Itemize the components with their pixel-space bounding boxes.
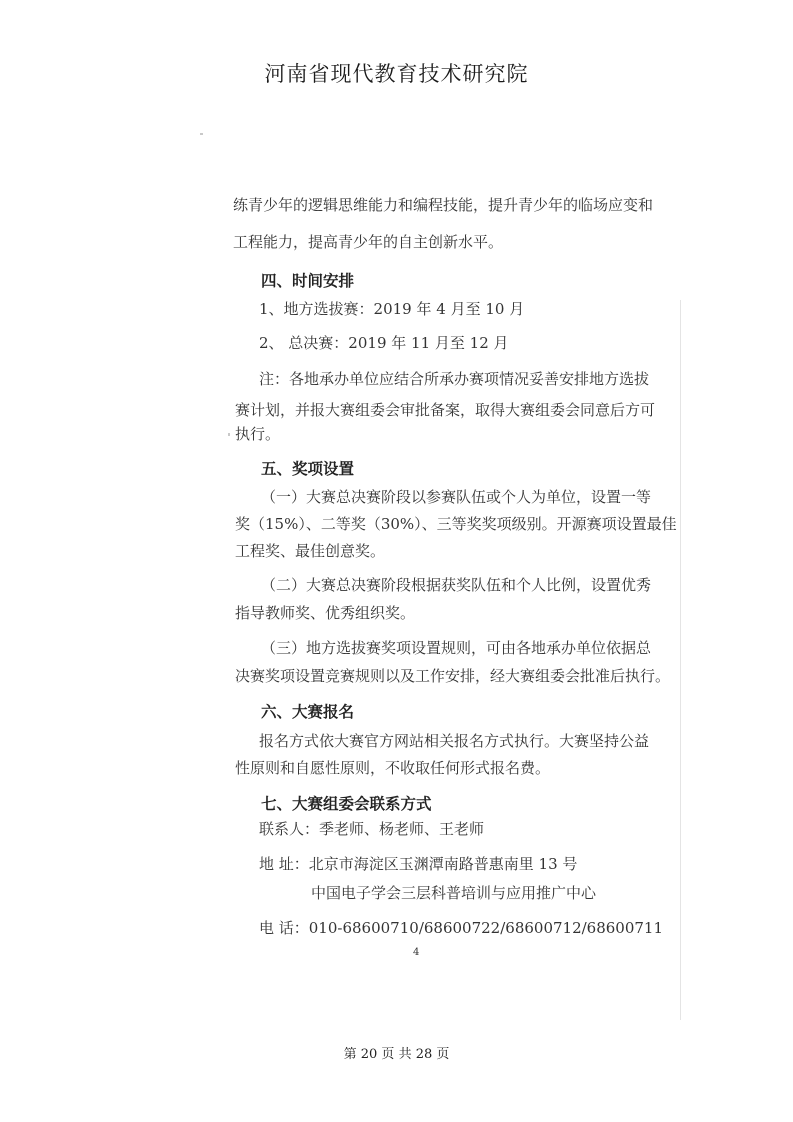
- page-header-title: 河南省现代教育技术研究院: [264, 62, 529, 86]
- paragraph-line: （二）大赛总决赛阶段根据获奖队伍和个人比例，设置优秀: [261, 576, 652, 594]
- schedule-item: 1、地方选拔赛：2019 年 4 月至 10 月: [259, 300, 525, 318]
- note-line: 执行。: [235, 425, 281, 443]
- paragraph-line: （三）地方选拔赛奖项设置规则，可由各地承办单位依据总: [261, 639, 652, 657]
- paragraph-line: 工程奖、最佳创意奖。: [235, 542, 386, 560]
- scan-speck: [228, 433, 230, 436]
- page-footer: 第 20 页 共 28 页: [343, 1047, 450, 1062]
- scan-edge: [680, 300, 681, 1020]
- paragraph-line: 决赛奖项设置竞赛规则以及工作安排，经大赛组委会批准后执行。: [235, 667, 671, 685]
- paragraph-line: 工程能力，提高青少年的自主创新水平。: [233, 233, 504, 251]
- paragraph-line: 练青少年的逻辑思维能力和编程技能，提升青少年的临场应变和: [233, 196, 654, 214]
- paragraph-line: 性原则和自愿性原则，不收取任何形式报名费。: [235, 759, 551, 777]
- schedule-item: 2、 总决赛：2019 年 11 月至 12 月: [259, 334, 509, 352]
- contact-persons: 联系人：季老师、杨老师、王老师: [259, 820, 485, 838]
- contact-address-organization: 中国电子学会三层科普培训与应用推广中心: [311, 884, 597, 902]
- contact-address: 地 址：北京市海淀区玉渊潭南路普惠南里 13 号: [259, 855, 578, 873]
- section-heading-awards: 五、奖项设置: [261, 460, 355, 478]
- section-heading-schedule: 四、时间安排: [261, 272, 355, 290]
- note-line: 注：各地承办单位应结合所承办赛项情况妥善安排地方选拔: [259, 370, 650, 388]
- contact-phone: 电 话：010-68600710/68600722/68600712/68600711: [259, 919, 664, 937]
- scan-speck: [200, 133, 203, 135]
- section-heading-contact: 七、大赛组委会联系方式: [261, 795, 432, 813]
- paragraph-line: （一）大赛总决赛阶段以参赛队伍或个人为单位，设置一等: [261, 488, 652, 506]
- scan-page-number: 4: [413, 947, 420, 958]
- note-line: 赛计划，并报大赛组委会审批备案，取得大赛组委会同意后方可: [235, 401, 656, 419]
- scanned-page: [195, 120, 685, 1020]
- paragraph-line: 奖（15%）、二等奖（30%）、三等奖奖项级别。开源赛项设置最佳: [235, 515, 677, 533]
- paragraph-line: 报名方式依大赛官方网站相关报名方式执行。大赛坚持公益: [259, 732, 650, 750]
- section-heading-registration: 六、大赛报名: [261, 703, 355, 721]
- paragraph-line: 指导教师奖、优秀组织奖。: [235, 604, 416, 622]
